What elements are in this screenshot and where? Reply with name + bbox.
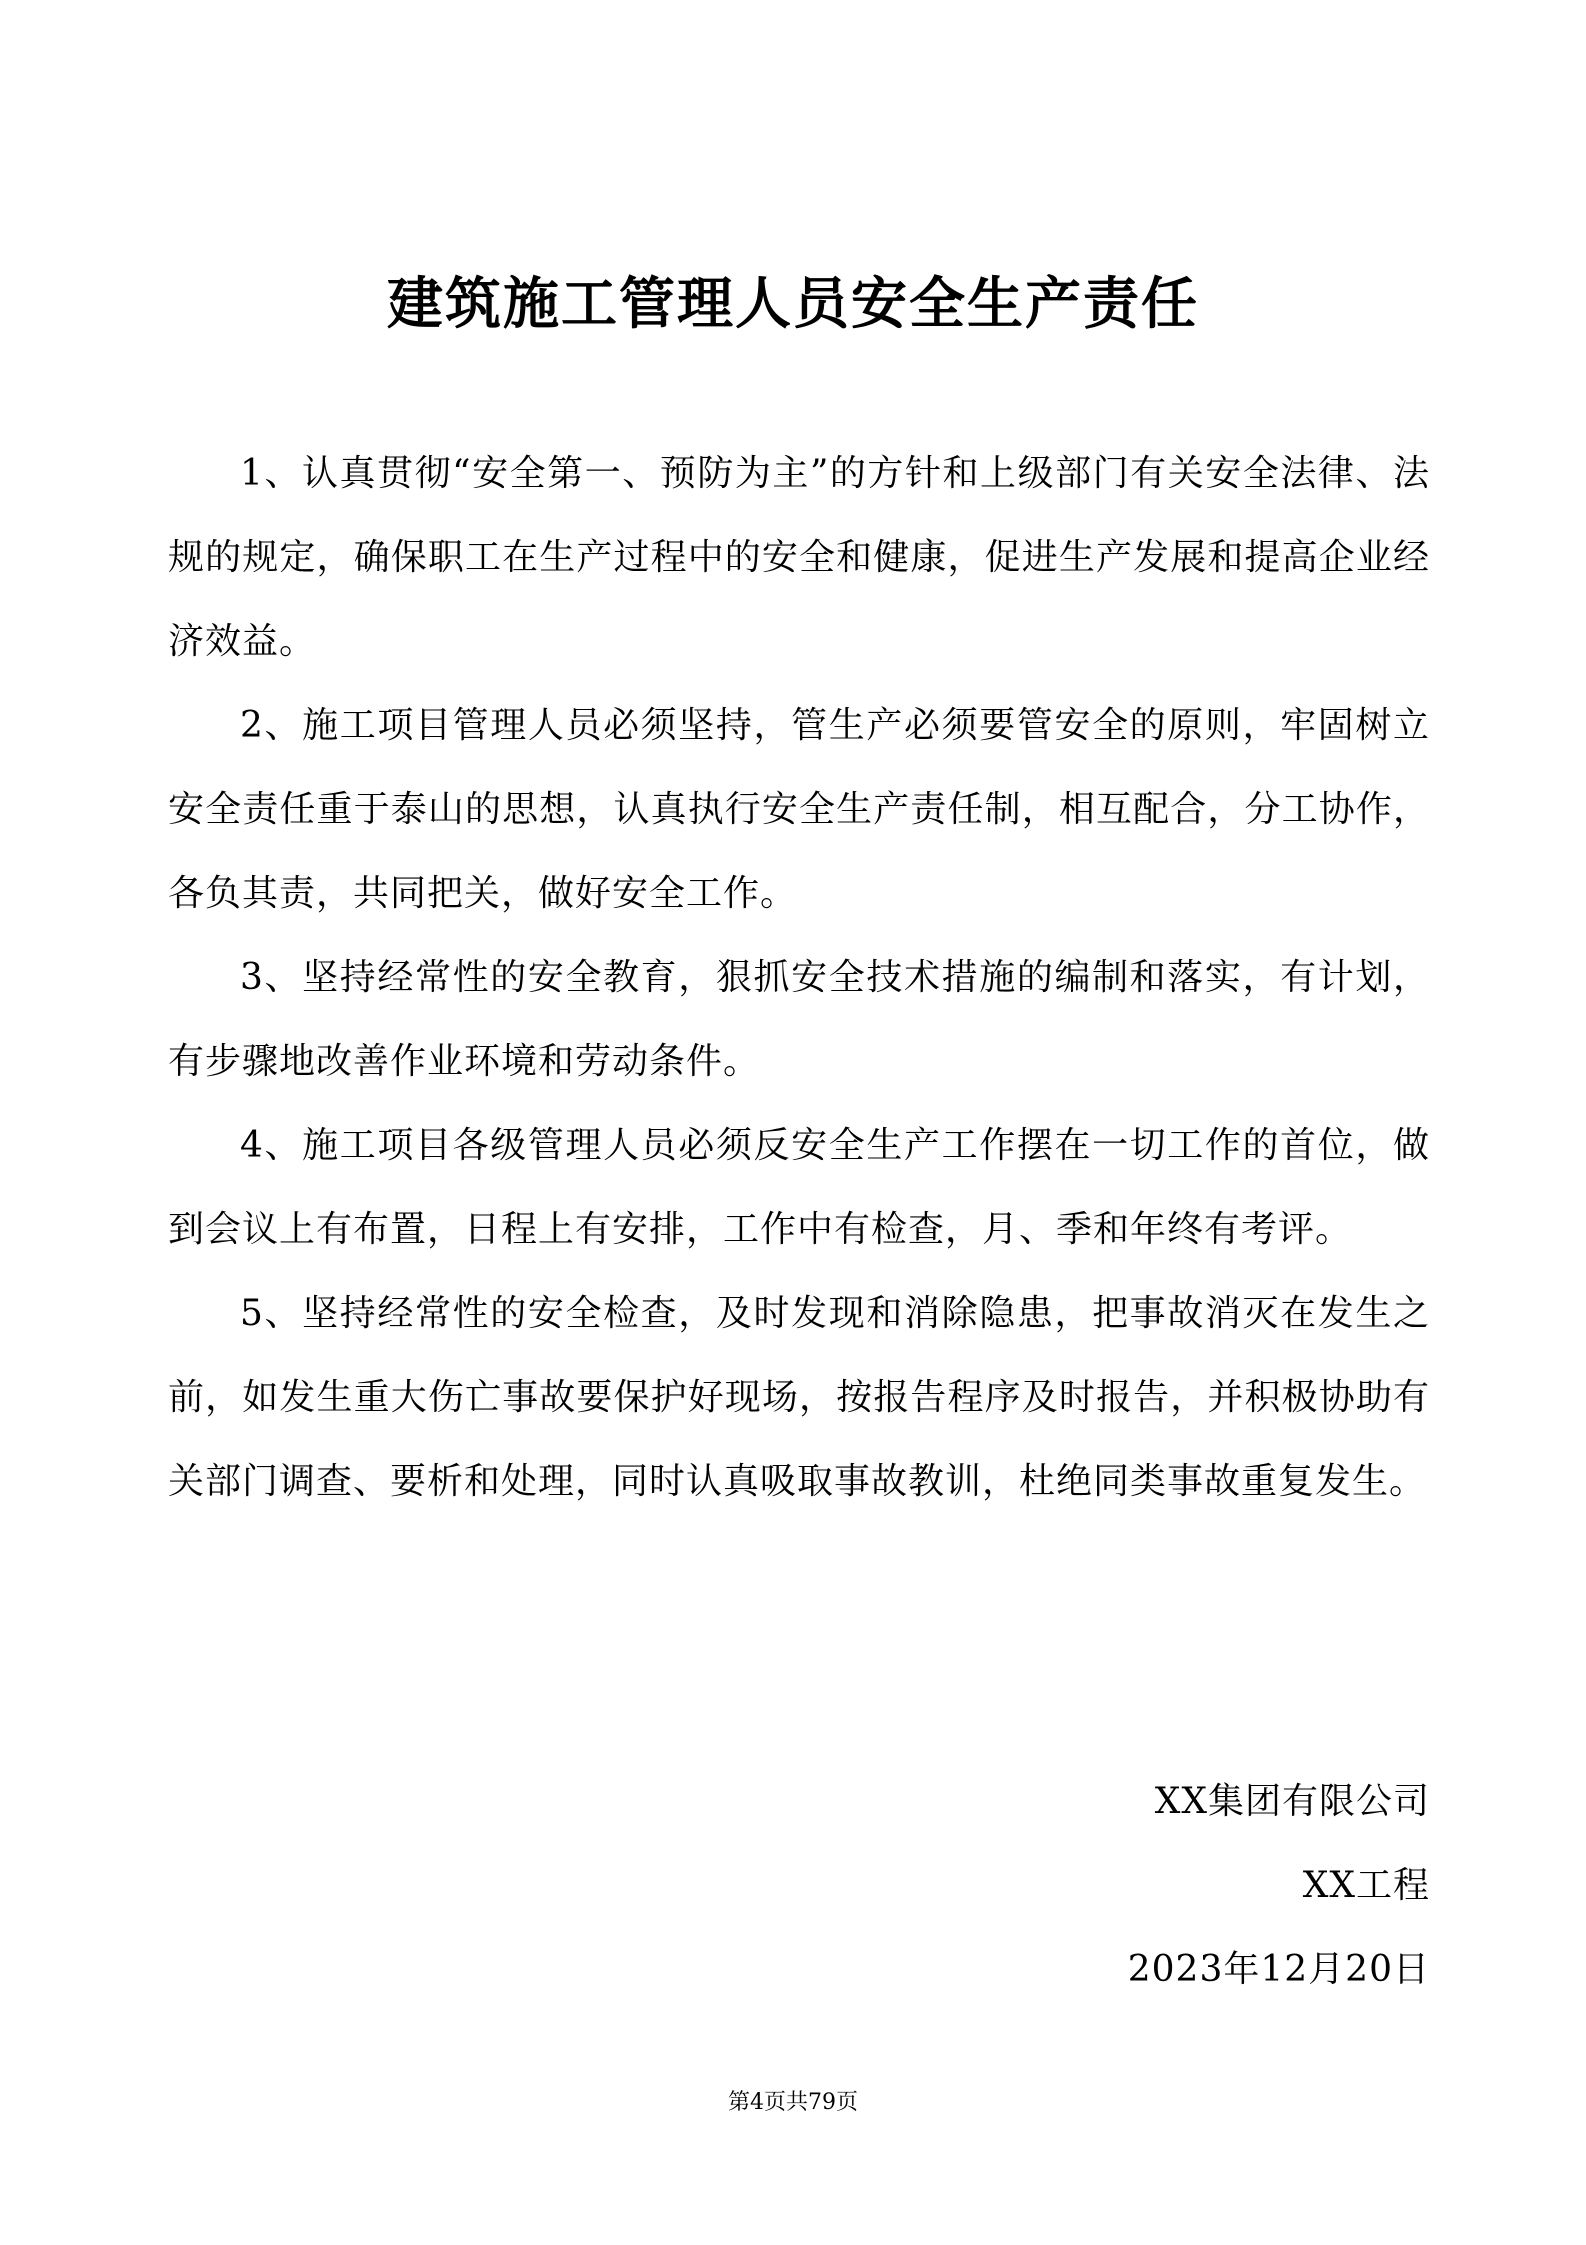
document-body [168,432,1430,1524]
paragraph-2: 2、施工项目管理人员必须坚持，管生产必须要管安全的原则，牢固树立安全责任重于泰山的思想，认真执行安全生产责任制，相互配合，分工协作，各负其责，共同把关，做好安全工作。 [168,705,1430,914]
signature-project: XX工程 [1302,1865,1430,1906]
document-title: 建筑施工管理人员安全生产责任 [387,271,1199,337]
paragraph-3: 3、坚持经常性的安全教育，狠抓安全技术措施的编制和落实，有计划，有步骤地改善作业环境和劳动条件。 [168,957,1430,1082]
paragraph-5: 5、坚持经常性的安全检查，及时发现和消除隐患，把事故消灭在发生之前，如发生重大伤亡事故要保护好现场，按报告程序及时报告，并积极协助有关部门调查、要析和处理，同时认真吸取事故教训，杜绝同类事故重复发生。 [168,1293,1430,1502]
signature-company: XX集团有限公司 [1154,1781,1430,1822]
signature-block [1128,1760,1430,2012]
paragraph-1: 1、认真贯彻“安全第一、预防为主”的方针和上级部门有关安全法律、法规的规定，确保职工在生产过程中的安全和健康，促进生产发展和提高企业经济效益。 [168,453,1430,662]
page-number-footer: 第4页共79页 [728,2090,858,2115]
paragraph-4: 4、施工项目各级管理人员必须反安全生产工作摆在一切工作的首位，做到会议上有布置，日程上有安排，工作中有检查，月、季和年终有考评。 [168,1125,1430,1250]
signature-date: 2023年12月20日 [1127,1949,1430,1990]
